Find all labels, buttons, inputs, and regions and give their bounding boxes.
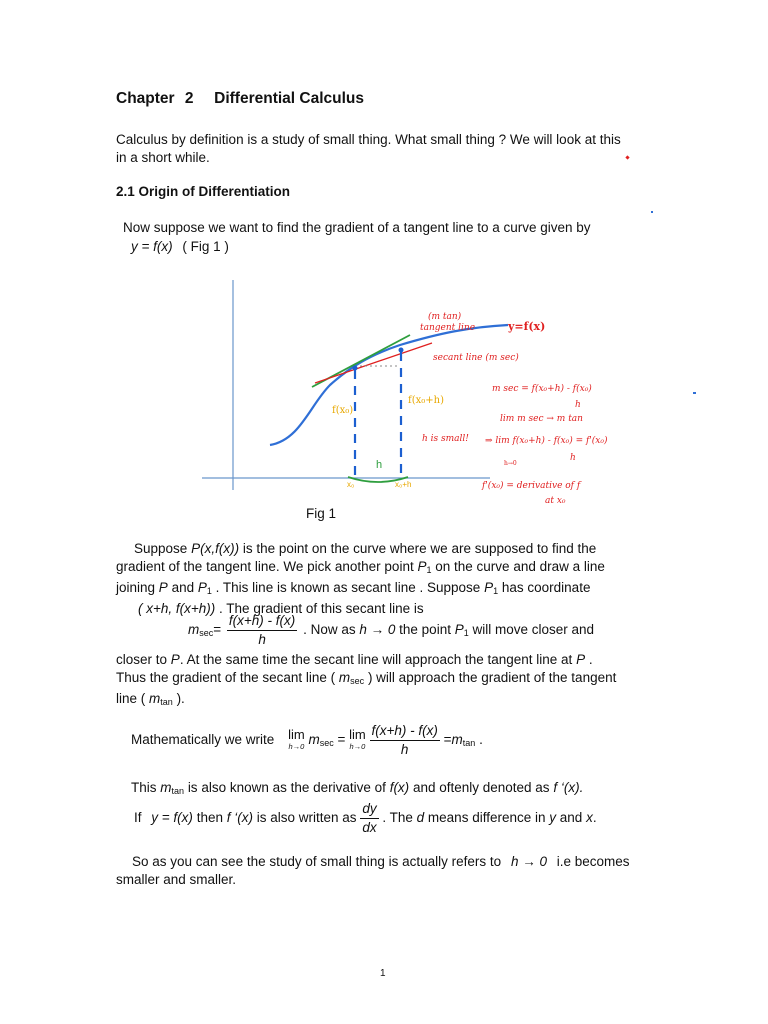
- math-h-to-0: h → 0: [510, 854, 547, 869]
- math-fx: f(x): [389, 780, 410, 795]
- fraction-numerator: f(x+h) - f(x): [227, 612, 297, 631]
- subscript: 1: [493, 586, 499, 596]
- paragraph-approach: [116, 651, 656, 711]
- note-msec-den: h: [575, 400, 581, 410]
- label-x0h: x₀+h: [395, 480, 412, 489]
- text: means difference in: [427, 810, 546, 826]
- math-p1: P: [417, 559, 427, 574]
- paragraph-gradient-intro: Now suppose we want to find the gradient of a tangent line to a curve given by: [123, 220, 591, 235]
- math-p1: P: [197, 580, 207, 595]
- text: . Now as: [303, 622, 356, 638]
- subscript: 1: [426, 565, 432, 575]
- text: closer to: [116, 652, 168, 667]
- math-p: P: [170, 652, 180, 667]
- intro-line: Calculus by definition is a study of small thing. What small thing ? We will look at this: [116, 132, 621, 147]
- label-x0: x₀: [347, 480, 355, 489]
- text: then: [196, 810, 223, 826]
- math-p: P: [191, 541, 201, 556]
- stray-mark: [693, 392, 696, 394]
- note-lim-den: h: [570, 453, 576, 463]
- chapter-title: Differential Calculus: [214, 90, 365, 107]
- text: Mathematically we write: [131, 732, 275, 748]
- figure-caption: Fig 1: [306, 506, 337, 521]
- text: and: [171, 580, 195, 595]
- math-y-eq-fx: y = f(x): [131, 239, 173, 254]
- subscript: 1: [206, 586, 212, 596]
- math-m: m: [160, 780, 172, 795]
- limit-equation: [131, 722, 483, 759]
- point-p1: [399, 348, 404, 353]
- intro-line: in a short while.: [116, 150, 210, 165]
- math-m: m: [188, 622, 200, 638]
- math-p: P: [158, 580, 168, 595]
- math-coord: ( x+h, f(x+h)): [138, 601, 216, 616]
- text: Suppose: [134, 541, 188, 556]
- math-h-to-0: h → 0: [359, 622, 396, 638]
- subscript: tan: [160, 697, 173, 707]
- paragraph-secant: [116, 540, 656, 618]
- label-curve: y=f(x): [508, 320, 546, 333]
- math-p: P: [576, 652, 586, 667]
- period: .: [479, 732, 483, 748]
- math-y-eq-fx: y = f(x): [151, 810, 193, 826]
- stray-mark: [651, 211, 653, 213]
- text: . The: [382, 810, 413, 826]
- text: ) will approach the gradient of the tangent: [367, 670, 617, 685]
- intro-paragraph: [116, 131, 656, 167]
- math-x: x: [586, 810, 593, 826]
- label-fx0h: f(x₀+h): [408, 395, 444, 406]
- subscript: sec: [319, 738, 334, 749]
- math-fprime: f ‘(x): [226, 810, 253, 826]
- subscript: sec: [350, 676, 365, 686]
- text: So as you can see the study of small thing is actually refers to: [132, 854, 502, 869]
- lim-subscript: h→0: [288, 741, 305, 751]
- text: .: [588, 652, 593, 667]
- fraction-denominator: h: [258, 632, 266, 647]
- paragraph-derivative: [131, 779, 583, 800]
- math-p1: P: [454, 622, 464, 638]
- page-number: 1: [380, 968, 386, 979]
- paragraph-gradient-intro-line2: [131, 238, 229, 256]
- math-p-coord: (x,f(x)): [200, 541, 240, 556]
- fraction-numerator: f(x+h) - f(x): [370, 722, 440, 741]
- subscript: tan: [462, 738, 476, 749]
- text: Thus the gradient of the secant line (: [116, 670, 336, 685]
- text: i.e becomes: [556, 854, 630, 869]
- point-p: [353, 366, 358, 371]
- equals: =: [337, 732, 346, 748]
- fraction-limit: [370, 722, 440, 759]
- math-m: m: [338, 670, 351, 685]
- math-p1: P: [484, 580, 494, 595]
- label-secant: secant line (m sec): [433, 353, 519, 363]
- note-h-small: h is small!: [422, 434, 469, 444]
- text: and oftenly denoted as: [412, 780, 550, 795]
- label-fx0: f(x₀): [332, 405, 354, 416]
- math-y: y: [549, 810, 557, 826]
- chapter-label: Chapter: [116, 90, 175, 107]
- subscript: 1: [463, 628, 469, 639]
- text: is also known as the derivative of: [187, 780, 386, 795]
- math-fprime: f ‘(x).: [553, 780, 584, 795]
- subscript: sec: [199, 628, 214, 639]
- note-lim-sub: h→0: [504, 460, 517, 467]
- fraction-denominator: dx: [362, 820, 377, 835]
- text: the point: [399, 622, 451, 638]
- text: on the curve and draw a line: [435, 559, 605, 574]
- text: line (: [116, 691, 146, 706]
- note-msec: m sec = f(x₀+h) - f(x₀): [492, 384, 592, 394]
- text: smaller and smaller.: [116, 872, 237, 887]
- subscript: tan: [171, 786, 185, 796]
- lim-text: lim: [288, 726, 305, 742]
- lim-text: lim: [349, 726, 366, 742]
- text: is the point on the curve where we are supposed to find the: [242, 541, 597, 556]
- text: is also written as: [256, 810, 357, 826]
- chapter-number: 2: [184, 90, 194, 107]
- label-mtan: (m tan): [428, 312, 462, 322]
- fraction-numerator: dy: [360, 800, 378, 819]
- text: and: [559, 810, 583, 826]
- text: . The gradient of this secant line is: [219, 601, 424, 616]
- chapter-heading: [116, 90, 364, 108]
- math-m: m: [308, 732, 320, 748]
- text: . This line is known as secant line . Suppose: [215, 580, 481, 595]
- paragraph-conclusion: [116, 853, 656, 889]
- paragraph-dydx: [134, 800, 597, 837]
- equals: =: [443, 732, 452, 748]
- text: If: [134, 810, 142, 826]
- label-h: h: [376, 459, 383, 471]
- fig-reference: ( Fig 1 ): [182, 239, 229, 254]
- note-lim: lim m sec → m tan: [500, 414, 583, 424]
- text: has coordinate: [501, 580, 591, 595]
- note-derivative: f'(x₀) = derivative of f: [482, 481, 581, 491]
- text: joining: [116, 580, 156, 595]
- text: gradient of the tangent line. We pick another point: [116, 559, 414, 574]
- figure-1: [200, 275, 680, 505]
- fraction-msec: [227, 612, 297, 649]
- fraction-dydx: [360, 800, 378, 837]
- math-d: d: [416, 810, 425, 826]
- msec-formula-line: [188, 612, 594, 649]
- section-heading: 2.1 Origin of Differentiation: [116, 184, 291, 199]
- lim-subscript: h→0: [349, 741, 366, 751]
- period: .: [592, 810, 597, 826]
- secant-line: [315, 343, 432, 383]
- note-lim-expr: ⇒ lim f(x₀+h) - f(x₀) = f'(x₀): [485, 436, 608, 446]
- limit-operator: [349, 726, 366, 753]
- equals: =: [213, 622, 222, 638]
- note-derivative-at: at x₀: [545, 496, 566, 505]
- text: will move closer and: [472, 622, 595, 638]
- text: . At the same time the secant line will approach the tangent line at: [179, 652, 573, 667]
- math-m: m: [451, 732, 463, 748]
- math-m: m: [149, 691, 161, 706]
- label-tangent: tangent line: [420, 323, 476, 333]
- text: ).: [176, 691, 185, 706]
- fraction-denominator: h: [400, 742, 409, 757]
- text: This: [131, 780, 157, 795]
- curve: [270, 325, 508, 445]
- limit-operator: [288, 726, 305, 753]
